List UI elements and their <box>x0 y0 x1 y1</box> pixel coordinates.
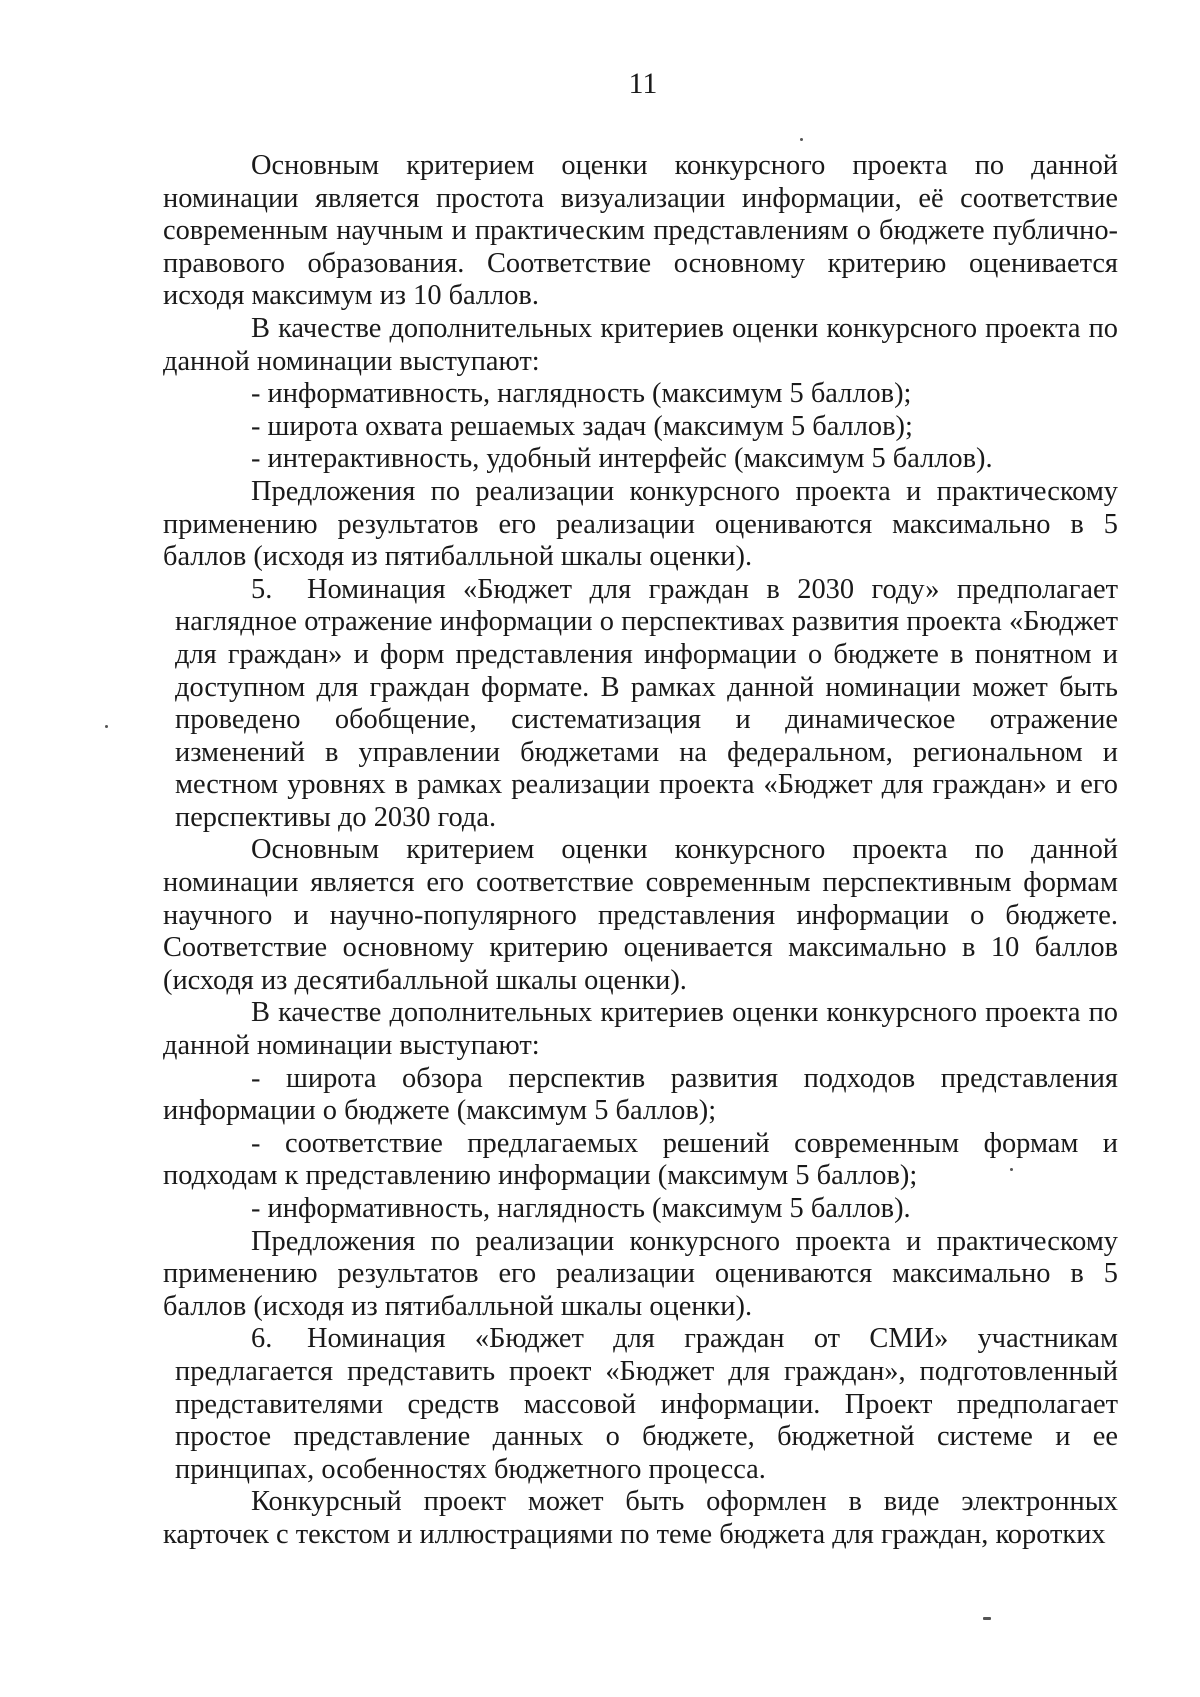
list-item: - соответствие предлагаемых решений современным формам и подходам к представлению информации (максимум 5 баллов); <box>163 1127 1118 1192</box>
document-body <box>163 150 1118 1552</box>
paragraph-text: Номинация «Бюджет для граждан от СМИ» участникам предлагается представить проект «Бюджет для граждан», подготовленный представителями средств массовой информации. Проект предполагает простое представление данных о бюджете, бюджетной системе и ее принципах, особенностях бюджетного процесса. <box>175 1323 1118 1485</box>
list-item: - информативность, наглядность (максимум 5 баллов); <box>251 378 912 410</box>
scan-speck <box>1010 1168 1013 1171</box>
page-number: 11 <box>628 67 658 100</box>
list-item: - широта обзора перспектив развития подходов представления информации о бюджете (максимум 5 баллов); <box>163 1062 1118 1127</box>
paragraph: Конкурсный проект может быть оформлен в виде электронных карточек с текстом и иллюстрациями по теме бюджета для граждан, коротких <box>163 1486 1118 1550</box>
list-item: - широта охвата решаемых задач (максимум 5 баллов); <box>251 410 913 442</box>
paragraph: В качестве дополнительных критериев оценки конкурсного проекта по данной номинации выступают: <box>163 312 1118 377</box>
paragraph: Предложения по реализации конкурсного проекта и практическому применению результатов его реализации оцениваются максимально в 5 баллов (исходя из пятибалльной шкалы оценки). <box>163 1225 1118 1322</box>
paragraph: Предложения по реализации конкурсного проекта и практическому применению результатов его реализации оцениваются максимально в 5 баллов (исходя из пятибалльной шкалы оценки). <box>163 475 1118 573</box>
scan-speck <box>983 1617 991 1620</box>
item-number: 5. <box>251 573 273 605</box>
list-item: - информативность, наглядность (максимум 5 баллов). <box>251 1193 911 1224</box>
paragraph: Основным критерием оценки конкурсного проекта по данной номинации является простота визуализации информации, её соответствие современным научным и практическим представлениям о бюджете публично-правового образования. Соответствие основному критерию оценивается исходя максимум из 10 баллов. <box>163 150 1118 312</box>
list-item: - интерактивность, удобный интерфейс (максимум 5 баллов). <box>251 443 993 475</box>
numbered-paragraph-6 <box>163 1323 1118 1486</box>
item-number: 6. <box>251 1323 273 1355</box>
numbered-paragraph-5 <box>163 574 1118 835</box>
paragraph: Основным критерием оценки конкурсного проекта по данной номинации является его соответствие современным перспективным формам научного и научно-популярного представления информации о бюджете. Соответствие основному критерию оценивается максимально в 10 баллов (исходя из десятибалльной шкалы оценки). <box>163 834 1118 996</box>
scan-speck <box>800 138 803 141</box>
paragraph-text: Номинация «Бюджет для граждан в 2030 году» предполагает наглядное отражение информации о перспективах развития проекта «Бюджет для граждан» и форм представления информации о бюджете в понятном и доступном для граждан формате. В рамках данной номинации может быть проведено обобщение, систематизация и динамическое отражение изменений в управлении бюджетами на федеральном, региональном и местном уровнях в рамках реализации проекта «Бюджет для граждан» и его перспективы до 2030 года. <box>175 573 1118 833</box>
scan-speck <box>105 725 108 728</box>
paragraph: В качестве дополнительных критериев оценки конкурсного проекта по данной номинации выступают: <box>163 997 1118 1062</box>
